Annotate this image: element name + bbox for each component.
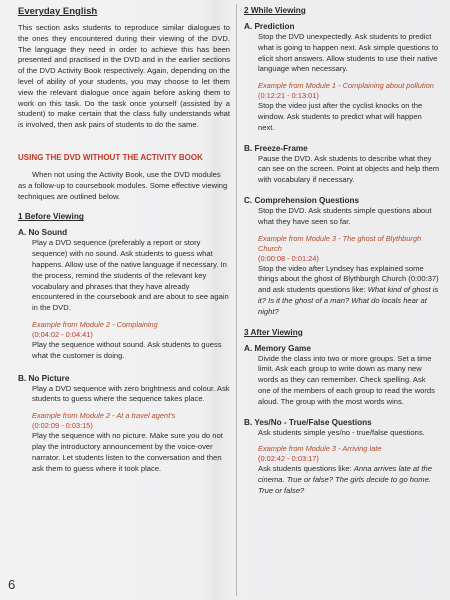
yes-no-title: B. Yes/No - True/False Questions bbox=[244, 417, 372, 427]
prediction-example: Example from Module 1 - Complaining about pollution bbox=[258, 81, 434, 91]
no-picture-timestamp: (0:02:09 - 0:03:15) bbox=[32, 421, 93, 431]
no-sound-text-2: Play the sequence without sound. Ask students to guess what the customer is doing. bbox=[32, 339, 222, 360]
yes-no-example: Example from Module 3 - Arriving late bbox=[258, 444, 382, 454]
no-picture-text-2: Play the sequence with no picture. Make sure you do not play the introductory announcement by the voice-over narrator. Let students listen to the conversation and then ask them to guess where it took place. bbox=[32, 431, 223, 473]
page-number: 6 bbox=[8, 577, 16, 592]
right-column bbox=[244, 6, 440, 497]
freeze-frame-title: B. Freeze-Frame bbox=[244, 143, 308, 153]
memory-game-text: Divide the class into two or more groups. Set a time limit. Ask each group to write down as many new words as they can remember. Check spelling. Ask one of the members of each group to read the words aloud. The group with the most words wins. bbox=[258, 353, 435, 406]
yes-no-text: Ask students simple yes/no - true/false questions. bbox=[258, 427, 425, 437]
no-sound-example: Example from Module 2 - Complaining bbox=[32, 319, 158, 329]
section-intro: When not using the Activity Book, use the DVD modules as a follow-up to coursebook modules. Some effective viewing techniques are outlined below. bbox=[18, 169, 228, 201]
prediction-text-2: Stop the video just after the cyclist knocks on the window. Ask students to predict what will happen next. bbox=[258, 101, 423, 132]
before-viewing-heading: 1 Before Viewing bbox=[18, 212, 84, 222]
comprehension-title: C. Comprehension Questions bbox=[244, 195, 360, 205]
everyday-english-heading: Everyday English bbox=[18, 6, 98, 17]
no-picture-text: Play a DVD sequence with zero brightness and colour. Ask students to guess where the sequence takes place. bbox=[32, 383, 230, 404]
freeze-frame-text: Pause the DVD. Ask students to describe what they can see on the screen. Point at objects and help them with vocabulary if necessary. bbox=[258, 153, 440, 185]
no-sound-text: Play a DVD sequence (preferably a report or story sequence) with no sound. Ask students to guess what happens. Allow use of the native language if necessary. In the process, remind the students of the relevant key vocabulary and phrases that they have already encountered in the coursebook and are about to see again in the DVD. bbox=[32, 238, 229, 313]
comprehension-text-2a: Stop the video after Lyndsey has explained some things about the ghost of Blythburgh Church (0:00:37) and ask students questions like: bbox=[258, 263, 439, 295]
yes-no-questions: Anna arrives late at the cinema. True or false? The girls decide to go home. True or false? bbox=[258, 464, 432, 495]
comprehension-text: Stop the DVD. Ask students simple questions about what they have seen so far. bbox=[258, 205, 432, 226]
comprehension-example: Example from Module 3 - The ghost of Blythburgh Church bbox=[258, 233, 422, 253]
no-sound-title: A. No Sound bbox=[18, 228, 68, 238]
yes-no-timestamp: (0:02:42 - 0:03:17) bbox=[258, 454, 319, 464]
no-picture-title: B. No Picture bbox=[18, 373, 70, 383]
memory-game-title: A. Memory Game bbox=[244, 343, 311, 353]
yes-no-text-2a: Ask students questions like: bbox=[258, 464, 354, 474]
after-viewing-heading: 3 After Viewing bbox=[244, 327, 303, 337]
prediction-timestamp: (0:12:21 - 0:13:01) bbox=[258, 91, 319, 101]
column-divider bbox=[236, 4, 237, 596]
yes-no-text-2 bbox=[258, 464, 440, 496]
no-sound-timestamp: (0:04:02 - 0:04:41) bbox=[32, 329, 93, 339]
section-title: USING THE DVD WITHOUT THE ACTIVITY BOOK bbox=[18, 152, 203, 162]
left-column bbox=[18, 6, 230, 474]
prediction-text: Stop the DVD unexpectedly. Ask students to predict what is going to happen next. Ask simple questions to elicit short answers. Allow students to use their native language when necessary. bbox=[258, 32, 439, 74]
comprehension-timestamp: (0:00:08 - 0:01:24) bbox=[258, 253, 319, 263]
while-viewing-heading: 2 While Viewing bbox=[244, 6, 306, 15]
no-picture-example: Example from Module 2 - At a travel agent's bbox=[32, 411, 176, 421]
everyday-english-text: This section asks students to reproduce similar dialogues to the ones they encountered during their viewing of the DVD. The language they need in order to achieve this has been presented and practised in the DVD and in the earlier sections of the DVD Activity Book respectively. Again, depending on the level of ability of your students, you may choose to let them view the relevant dialogue once again before asking them to work on this task. Do the task once yourself (assisted by a student) to make certain that the class fully understands what is involved, then ask pairs of students to do the same. bbox=[18, 23, 230, 130]
comprehension-questions: What kind of ghost is it? Is it the ghost of a man? What do locals hear at night? bbox=[258, 285, 439, 316]
prediction-title: A. Prediction bbox=[244, 22, 295, 31]
comprehension-text-2 bbox=[258, 264, 440, 318]
